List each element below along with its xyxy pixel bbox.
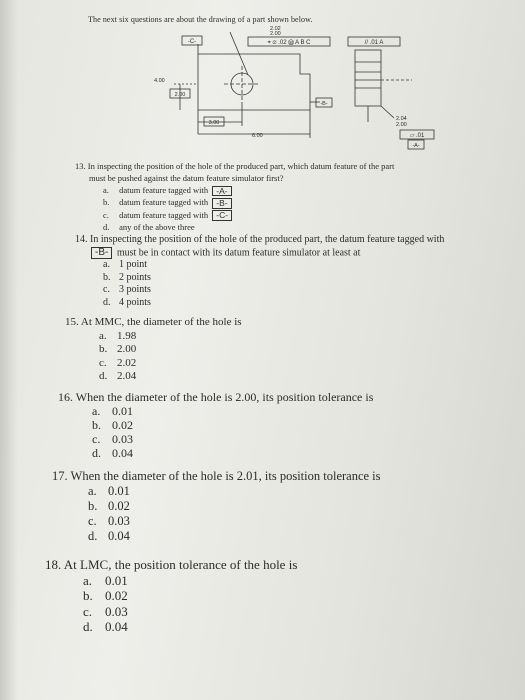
part-drawing	[150, 22, 440, 152]
dimension-2-00: 2.00	[174, 92, 186, 98]
part-outline	[198, 54, 310, 110]
question-14-option-a	[75, 259, 444, 272]
option-letter: d.	[83, 619, 93, 634]
datum-a-tag: -A-	[412, 143, 420, 149]
option-text: 1 point	[119, 259, 148, 271]
question-14-option-c	[75, 284, 444, 297]
question-13-option-a	[75, 184, 394, 196]
hole-diameter-upper: 2.02	[270, 26, 281, 32]
parallelism-control-frame: // .01 A	[364, 40, 384, 46]
question-17-option-a	[52, 484, 381, 499]
datum-tag: -A-	[212, 186, 231, 197]
question-17-option-d	[52, 529, 381, 544]
question-15-option-b	[65, 343, 242, 357]
option-text: 0.04	[105, 619, 128, 634]
option-text: 0.01	[105, 572, 128, 588]
option-text: 0.03	[108, 514, 130, 528]
question-14-option-d	[75, 297, 444, 310]
dimension-3-00: 3.00	[208, 120, 220, 126]
question-15-stem: 15. At MMC, the diameter of the hole is	[65, 316, 242, 328]
datum-tag: -B-	[212, 198, 231, 209]
option-letter: c.	[88, 514, 97, 528]
flatness-control-frame: ▱ .01	[409, 133, 425, 139]
question-16-option-c	[58, 432, 373, 446]
question-17	[52, 469, 381, 544]
question-18-option-d	[45, 619, 297, 635]
question-18-option-c	[45, 604, 297, 620]
option-letter: b.	[103, 197, 110, 208]
question-13-option-c	[75, 209, 394, 221]
option-letter: a.	[103, 259, 110, 271]
option-text: 0.02	[112, 418, 133, 432]
option-text: 4 points	[119, 296, 151, 308]
option-letter: d.	[92, 446, 101, 460]
paper-edge-shadow	[0, 0, 18, 700]
question-14-option-b	[75, 272, 444, 285]
option-text: 2.02	[117, 356, 137, 369]
dimension-2-00-right: 2.00	[396, 122, 407, 128]
question-17-option-b	[52, 499, 381, 514]
instructions-header: The next six questions are about the drawing of a part shown below.	[88, 15, 313, 24]
question-18-option-b	[45, 588, 297, 604]
option-letter: b.	[83, 588, 93, 603]
question-18-stem: 18. At LMC, the position tolerance of the hole is	[45, 557, 298, 572]
option-text: 2 points	[119, 271, 151, 283]
side-view	[355, 50, 381, 106]
option-letter: a.	[103, 185, 109, 195]
option-text: 0.02	[108, 499, 130, 513]
datum-c-tag: -C-	[187, 39, 197, 45]
datum-tag: -B-	[91, 247, 112, 259]
option-letter: c.	[92, 432, 101, 446]
question-13-stem-line-2: must be pushed against the datum feature simulator first?	[89, 173, 284, 183]
question-16-stem: 16. When the diameter of the hole is 2.00, its position tolerance is	[58, 390, 374, 404]
option-text: 0.02	[105, 588, 128, 603]
question-16-option-a	[58, 404, 373, 418]
option-text: any of the above three	[119, 221, 195, 232]
question-14-stem-line-2	[75, 247, 444, 260]
option-letter: c.	[103, 284, 110, 296]
option-letter: d.	[103, 221, 110, 232]
option-text: datum feature tagged with	[119, 197, 209, 208]
question-15	[65, 316, 242, 384]
question-15-option-d	[65, 370, 242, 384]
option-text: datum feature tagged with	[119, 209, 209, 220]
dimension-2-04: 2.04	[396, 116, 407, 122]
option-letter: c.	[103, 209, 109, 220]
option-text: 0.04	[112, 446, 133, 460]
question-14	[75, 234, 444, 309]
question-17-stem: 17. When the diameter of the hole is 2.01, its position tolerance is	[52, 469, 381, 483]
dimension-4-00: 4.00	[154, 78, 165, 84]
question-18-option-a	[45, 573, 297, 589]
question-18	[45, 557, 297, 635]
option-letter: b.	[99, 343, 108, 355]
question-16-option-b	[58, 418, 373, 432]
dimension-6-00: 6.00	[252, 133, 263, 139]
position-control-frame: ⌖ ∅ .02 Ⓜ A B C	[267, 40, 311, 46]
option-letter: d.	[99, 370, 108, 382]
question-15-option-c	[65, 357, 242, 371]
option-letter: c.	[99, 356, 107, 369]
question-13-option-d	[75, 221, 394, 233]
hole-diameter-lower: 2.00	[270, 31, 281, 37]
option-text: 0.01	[112, 404, 133, 418]
option-text: 0.04	[108, 529, 130, 543]
option-text: 1.98	[117, 329, 137, 342]
option-letter: a.	[99, 329, 107, 342]
question-16-option-d	[58, 446, 373, 460]
option-letter: d.	[88, 529, 98, 543]
question-15-option-a	[65, 330, 242, 344]
question-17-option-c	[52, 514, 381, 529]
option-letter: b.	[103, 271, 111, 283]
option-letter: b.	[88, 499, 98, 513]
option-text: 3 points	[119, 284, 151, 296]
option-letter: d.	[103, 296, 111, 308]
datum-tag: -C-	[212, 210, 232, 221]
option-letter: c.	[83, 603, 93, 619]
question-16	[58, 390, 373, 460]
option-letter: a.	[92, 404, 101, 418]
stem-text: must be in contact with its datum feature simulator at least at	[116, 246, 361, 258]
question-13	[75, 160, 394, 233]
question-13-option-b	[75, 196, 394, 208]
option-text: datum feature tagged with	[119, 185, 209, 195]
option-text: 0.03	[105, 603, 128, 619]
option-letter: b.	[92, 418, 101, 432]
option-text: 2.04	[117, 370, 137, 382]
option-text: 0.03	[112, 432, 133, 446]
option-text: 2.00	[117, 343, 137, 355]
question-14-stem-line-1: 14. In inspecting the position of the hole of the produced part, the datum feature tagged with	[75, 234, 445, 245]
option-text: 0.01	[108, 484, 130, 498]
option-letter: a.	[88, 484, 97, 498]
option-letter: a.	[83, 572, 93, 588]
datum-b-tag: -B-	[320, 101, 328, 107]
question-13-stem-line-1: 13. In inspecting the position of the hole of the produced part, which datum feature of the part	[75, 161, 395, 171]
